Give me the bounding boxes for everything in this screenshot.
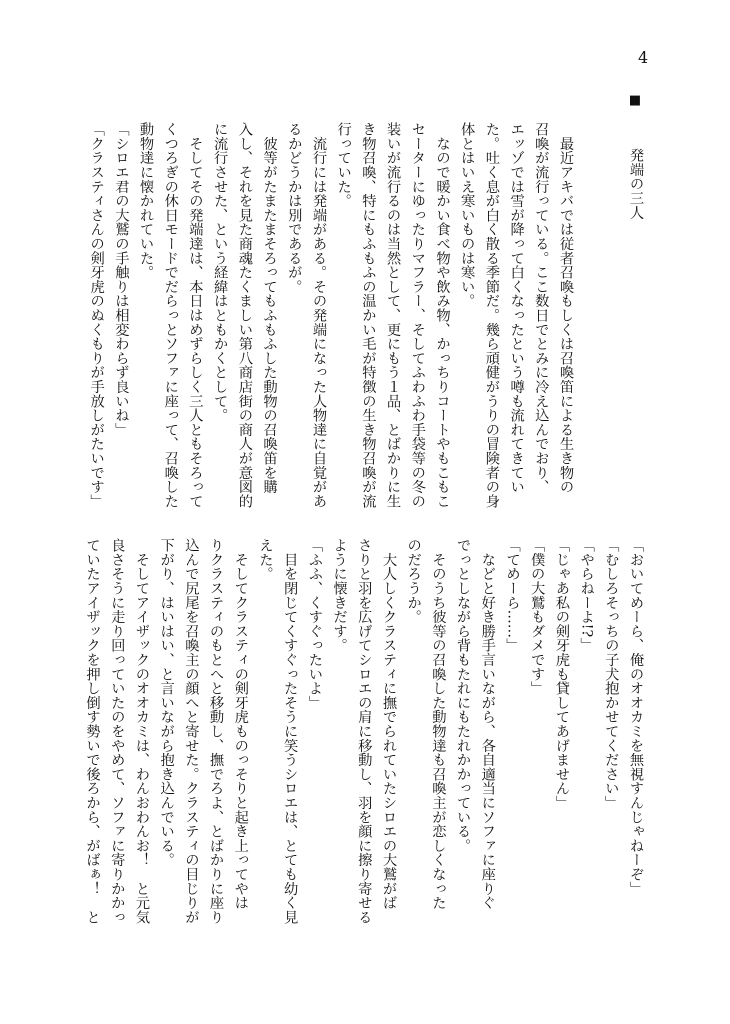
text-column: 彼等がたまたまそろってもふもふした動物の召喚笛を購	[261, 122, 278, 494]
text-column: などと好き勝手言いながら、各自適当にソファに座りぐ	[479, 538, 496, 910]
text-column: 装いが流行るのは当然として、更にもう１品、とばかりに生	[385, 122, 402, 509]
dialogue-column: 「僕の大鷲もダメです」	[529, 538, 546, 696]
text-column: き物召喚、特にもふもふの温かい毛が特徴の生き物召喚が流	[360, 122, 377, 509]
text-column: 入し、それを見た商魂たくましい第八商店街の商人が意図的	[236, 122, 253, 509]
upper-text-block	[84, 122, 578, 509]
text-column: 目を閉じてくすぐったそうに笑うシロエは、とても幼く見	[282, 538, 299, 925]
text-column: エッゾでは雪が降って白くなったという噂も流れてきてい	[508, 122, 525, 494]
text-column: えた。	[257, 538, 274, 581]
dialogue-column: 「おいてめーら、俺のオオカミを無視すんじゃねーぞ」	[628, 538, 644, 896]
text-column: でっとしながら背もたれにもたれかかっている。	[455, 538, 472, 853]
section-heading: 発端の三人	[628, 148, 644, 220]
dialogue-column: 「むしろそっちの子犬抱かせてください」	[603, 538, 620, 810]
text-column: セーターにゆったりマフラー、そしてふわふわ手袋等の冬の	[409, 122, 426, 509]
page-number: 4	[638, 48, 649, 67]
dialogue-column: 「シロエ君の大鷲の手触りは相変わらず良いね」	[113, 122, 130, 437]
dialogue-column: 「てめーら……」	[504, 538, 521, 653]
dialogue-column: 「ふふ、くすぐったいよ」	[306, 538, 323, 710]
text-column: さりと羽を広げてシロエの肩に移動し、羽を顔に擦り寄せる	[356, 538, 373, 925]
text-column: ように懐きだす。	[331, 538, 348, 653]
text-column: くつろぎの休日モードでだらっとソファに座って、召喚した	[162, 122, 179, 509]
text-column: 行っていた。	[335, 122, 352, 208]
dialogue-column: 「じゃあ私の剣牙虎も貸してあげません」	[553, 538, 570, 810]
text-column: 体とはいえ寒いものは寒い。	[459, 122, 476, 308]
text-column: た。吐く息が白く散る季節だ。幾ら頑健がうりの冒険者の身	[483, 122, 500, 509]
text-column: そのうち彼等の召喚した動物達も召喚主が恋しくなった	[430, 538, 447, 910]
text-column: りクラスティのもとへと移動し、撫でろよ、とばかりに座り	[208, 538, 225, 925]
dialogue-column: 「やらねーよ!?」	[578, 538, 595, 652]
text-column: そしてクラスティの剣牙虎ものっそりと起き上ってやは	[232, 538, 249, 910]
text-column: るかどうかは別であるが。	[286, 122, 303, 294]
text-column: 流行には発端がある。その発端になった人物達に自覚があ	[310, 122, 327, 509]
text-column: ていたアイザックを押し倒す勢いで後ろから、がばぁ！ と	[84, 538, 101, 925]
text-column: 大人しくクラスティに撫でられていたシロエの大鷲がば	[380, 538, 397, 910]
text-column: 良さそうに走り回っていたのをやめて、ソファに寄りかかっ	[109, 538, 126, 925]
text-column: 込んで尻尾を召喚主の顔へと寄せた。クラスティの目じりが	[183, 538, 200, 925]
lower-text-block	[80, 538, 648, 938]
text-column: 召喚が流行っている。ここ数日でとみに冷え込んでおり、	[533, 122, 550, 494]
dialogue-column: 「クラスティさんの剣牙虎のぬくもりが手放しがたいです」	[88, 122, 105, 509]
heading-square-icon: ■	[628, 93, 642, 108]
text-column: に流行させた、という経緯はともかくとして。	[212, 122, 229, 423]
text-column: 下がり、はいはい、と言いながら抱き込んでいる。	[158, 538, 175, 867]
text-column: そしてアイザックのオオカミは、わんおわんお！ と元気	[133, 538, 150, 925]
text-column: そしてその発端達は、本日はめずらしく三人ともそろって	[187, 122, 204, 509]
text-column: のだろうか。	[405, 538, 422, 624]
text-column: 最近アキバでは従者召喚もしくは召喚笛による生き物の	[558, 122, 574, 494]
text-column: なので暖かい食べ物や飲み物、かっちりコートやもこもこ	[434, 122, 451, 509]
text-column: 動物達に懐かれていた。	[138, 122, 155, 280]
